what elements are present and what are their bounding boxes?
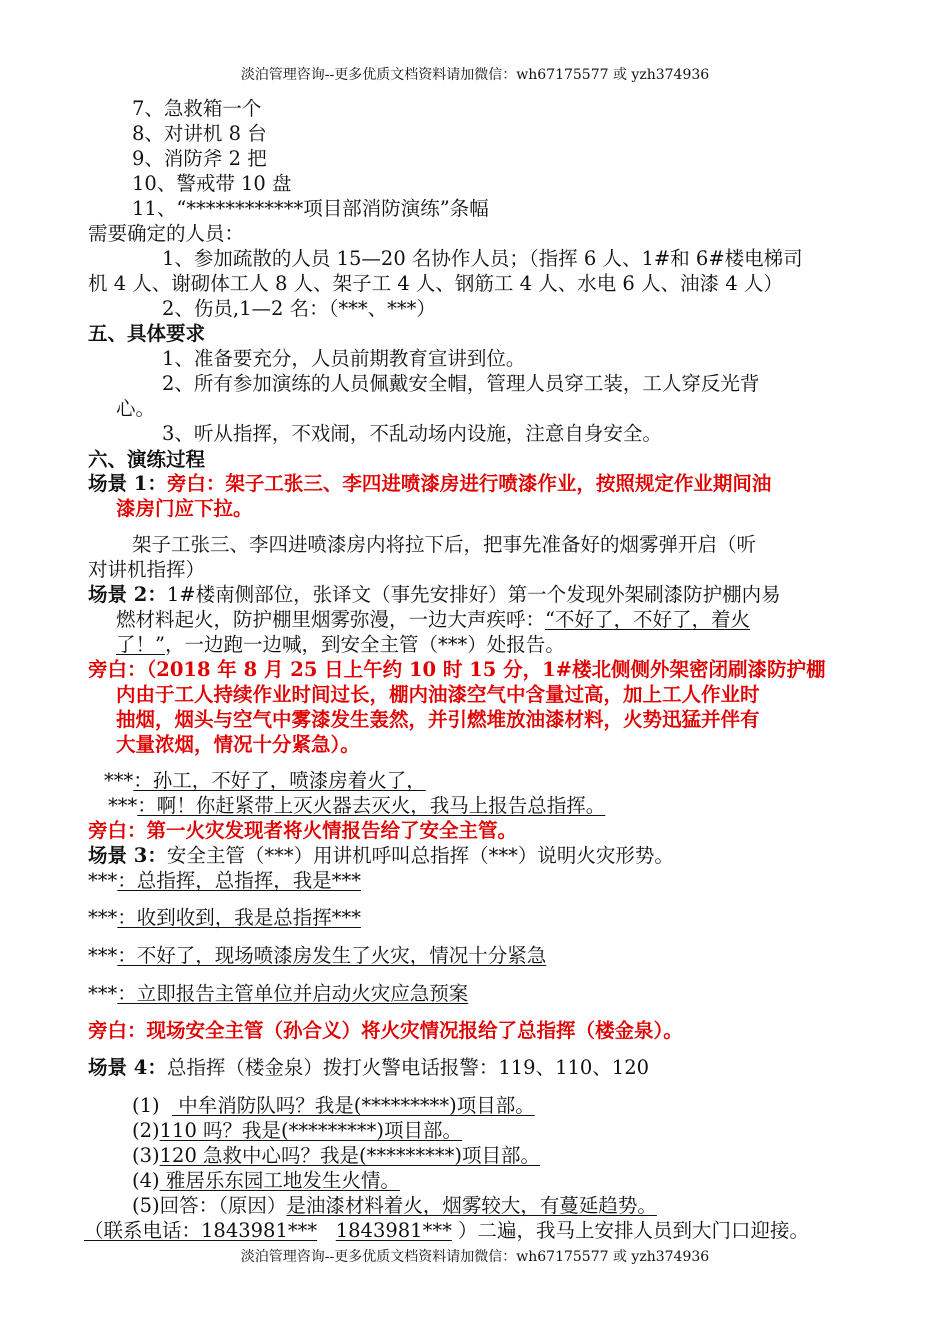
scene3-narration: 旁白：现场安全主管（孙合义）将火灾情况报给了总指挥（楼金泉）。 [88, 1019, 683, 1042]
scene2-narration-line2: 内由于工人持续作业时间过长，棚内油漆空气中含量过高，加上工人作业时 [116, 683, 760, 706]
scene1-block [88, 472, 771, 496]
call-number: (3) [132, 1144, 160, 1167]
scene2-line1 [88, 583, 781, 607]
call-text: 120 急救中心吗？我是(*********)项目部。 [159, 1144, 541, 1167]
scene4-call-2 [132, 1119, 462, 1143]
section5-item1: 1、准备要充分，人员前期教育宣讲到位。 [162, 347, 526, 370]
scene4-label: 场景 4： [88, 1056, 167, 1079]
scene3-text: 安全主管（***）用讲机呼叫总指挥（***）说明火灾形势。 [166, 844, 674, 867]
equipment-item-9: 9、消防斧 2 把 [132, 147, 267, 170]
scene4-contact [84, 1219, 809, 1243]
dialog-text: ：啊！你赶紧带上灭火器去灭火，我马上报告总指挥。 [137, 794, 606, 817]
dialog-text: ：收到收到，我是总指挥*** [117, 906, 362, 929]
scene3-label: 场景 3： [88, 844, 167, 867]
scene3-dialog-3 [88, 944, 546, 968]
dialog-text: ：孙工，不好了，喷漆房着火了， [133, 769, 426, 792]
equipment-item-11: 11、“************项目部消防演练”条幅 [132, 197, 489, 220]
scene2-narration-line4: 大量浓烟，情况十分紧急）。 [116, 733, 360, 756]
call-text: 雅居乐东园工地发生火情。 [159, 1169, 400, 1192]
scene4-call-1 [132, 1094, 535, 1118]
personnel-heading: 需要确定的人员： [88, 222, 245, 245]
scene2-text-line3b: ，一边跑一边喊，到安全主管（***）处报告。 [164, 633, 565, 656]
personnel-item1-line2: 机 4 人、谢砌体工人 8 人、架子工 4 人、钢筋工 4 人、水电 6 人、油漆 4 人） [88, 272, 783, 295]
scene2-narration-line1: 旁白：（2018 年 8 月 25 日上午约 10 时 15 分，1#楼北侧侧外架密闭刷漆防护棚 [88, 658, 826, 681]
scene1-narration-line2: 漆房门应下拉。 [116, 497, 253, 520]
scene1-narration-line1: 旁白：架子工张三、李四进喷漆房进行喷漆作业，按照规定作业期间油 [166, 472, 772, 495]
scene2-dialog-2 [108, 794, 605, 818]
scene2-line3 [116, 633, 565, 657]
dialog-text: ：不好了，现场喷漆房发生了火灾，情况十分紧急 [117, 944, 547, 967]
call-number: (5)回答：（原因） [132, 1194, 287, 1217]
section5-item2-line1: 2、所有参加演练的人员佩戴安全帽，管理人员穿工装，工人穿反光背 [162, 372, 760, 395]
equipment-item-10: 10、警戒带 10 盘 [132, 172, 292, 195]
personnel-item2: 2、伤员,1—2 名：（***、***） [162, 297, 436, 320]
scene4-text: 总指挥（楼金泉）拨打火警电话报警：119、110、120 [166, 1056, 650, 1079]
scene3-dialog-2 [88, 906, 361, 930]
call-number: (4) [132, 1169, 160, 1192]
equipment-item-7: 7、急救箱一个 [132, 97, 262, 120]
scene3-line [88, 844, 674, 868]
scene2-line2 [116, 608, 750, 632]
scene4-call-5 [132, 1194, 657, 1218]
dialog-text: ：总指挥，总指挥，我是*** [117, 869, 362, 892]
dialog-speaker: *** [88, 869, 118, 892]
scene2-label: 场景 2： [88, 583, 167, 606]
scene3-dialog-1 [88, 869, 361, 893]
contact-phone-1: （联系电话：1843981*** [84, 1219, 318, 1242]
page-footer: 淡泊管理咨询--更多优质文档资料请加微信：wh67175577 或 yzh374936 [240, 1249, 710, 1265]
scene2-narration2: 旁白：第一火灾发现者将火情报告给了安全主管。 [88, 819, 518, 842]
scene1-text-line2: 对讲机指挥） [88, 558, 206, 581]
section6-title: 六、演练过程 [88, 448, 206, 471]
scene4-line [88, 1056, 649, 1080]
scene2-text-line2a: 燃材料起火，防护棚里烟雾弥漫，一边大声疾呼： [116, 608, 546, 631]
scene4-call-3 [132, 1144, 540, 1168]
contact-text: ）二遍，我马上安排人员到大门口迎接。 [458, 1219, 810, 1242]
personnel-item1-line1: 1、参加疏散的人员 15—20 名协作人员；（指挥 6 人、1#和 6#楼电梯司 [162, 247, 803, 270]
section5-title: 五、具体要求 [88, 322, 206, 345]
dialog-text: ：立即报告主管单位并启动火灾应急预案 [117, 982, 469, 1005]
section5-item3: 3、听从指挥，不戏闹，不乱动场内设施，注意自身安全。 [162, 422, 662, 445]
call-number: (2) [132, 1119, 160, 1142]
equipment-item-8: 8、对讲机 8 台 [132, 122, 267, 145]
scene1-label: 场景 1： [88, 472, 167, 495]
dialog-speaker: *** [104, 769, 134, 792]
scene2-dialog-1 [104, 769, 426, 793]
page-header: 淡泊管理咨询--更多优质文档资料请加微信：wh67175577 或 yzh374936 [240, 67, 710, 83]
dialog-speaker: *** [88, 906, 118, 929]
dialog-speaker: *** [88, 944, 118, 967]
dialog-speaker: *** [108, 794, 138, 817]
call-text: 是油漆材料着火，烟雾较大，有蔓延趋势。 [286, 1194, 657, 1217]
scene2-text-line1: 1#楼南侧部位，张译文（事先安排好）第一个发现外架刷漆防护棚内易 [166, 583, 781, 606]
scene1-text-line1: 架子工张三、李四进喷漆房内将拉下后，把事先准备好的烟雾弹开启（听 [132, 533, 757, 556]
contact-phone-2: 1843981*** [335, 1219, 452, 1242]
call-text: 110 吗？我是(*********)项目部。 [159, 1119, 463, 1142]
scene2-narration-line3: 抽烟，烟头与空气中雾漆发生轰然，并引燃堆放油漆材料，火势迅猛并伴有 [116, 708, 760, 731]
scene3-dialog-4 [88, 982, 468, 1006]
call-number: (1) [132, 1094, 160, 1117]
dialog-speaker: *** [88, 982, 118, 1005]
scene2-shout-b: 了！” [116, 633, 165, 656]
call-text: 中牟消防队吗？我是(*********)项目部。 [172, 1094, 535, 1117]
scene4-call-4 [132, 1169, 400, 1193]
scene2-shout-a: “不好了，不好了，着火 [545, 608, 750, 631]
section5-item2-line2: 心。 [116, 397, 156, 420]
